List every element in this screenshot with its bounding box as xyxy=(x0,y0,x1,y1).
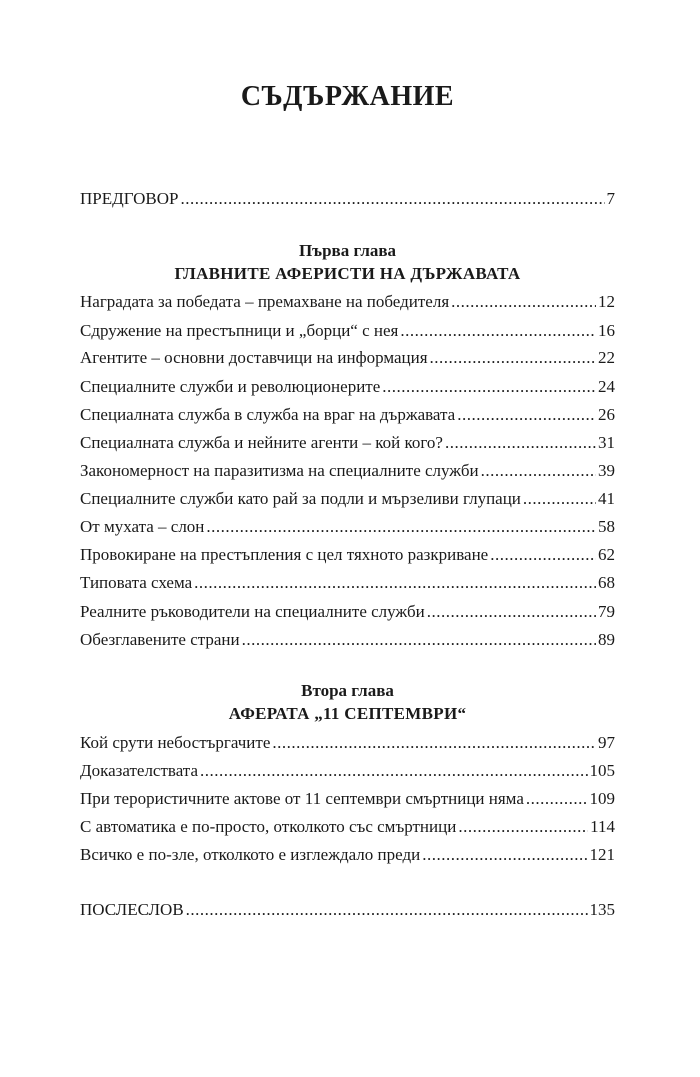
toc-entry[interactable] xyxy=(80,544,615,566)
toc-entry[interactable] xyxy=(80,788,615,810)
toc-page-number: 26 xyxy=(598,405,615,424)
toc-entry-label: Обезглавените страни xyxy=(80,630,240,649)
toc-entry[interactable] xyxy=(80,432,615,454)
toc-entry-label: Агентите – основни доставчици на информация xyxy=(80,348,428,367)
toc-entry-afterword[interactable] xyxy=(80,899,615,921)
toc-page-number: 114 xyxy=(590,817,615,836)
toc-entry-label: Реалните ръководители на специалните служби xyxy=(80,602,425,621)
toc-entry-label: Кой срути небостъргачите xyxy=(80,733,271,752)
toc-entry-label: Специалната служба в служба на враг на държавата xyxy=(80,405,456,424)
toc-page-number: 97 xyxy=(598,733,615,752)
toc-entry[interactable] xyxy=(80,460,615,482)
toc-page-number: 58 xyxy=(598,517,615,536)
toc-entry[interactable] xyxy=(80,760,615,782)
dot-leader xyxy=(445,432,596,454)
toc-entry[interactable] xyxy=(80,291,615,313)
toc-entry[interactable] xyxy=(80,844,615,866)
toc-entry[interactable] xyxy=(80,629,615,651)
toc-entry-label: ПРЕДГОВОР xyxy=(80,189,179,208)
toc-page-number: 31 xyxy=(598,433,615,452)
toc-entry-label: Доказателствата xyxy=(80,761,198,780)
chapter-1-kicker: Първа глава xyxy=(298,241,397,260)
toc-entry-label: Наградата за победата – премахване на победителя xyxy=(80,292,450,311)
toc-page-number: 68 xyxy=(598,573,615,592)
toc-entry-label: При терористичните актове от 11 септември смъртници няма xyxy=(80,789,524,808)
toc-entry[interactable] xyxy=(80,601,615,623)
dot-leader xyxy=(242,629,596,651)
toc-entry-label: Провокиране на престъпления с цел тяхното разкриване xyxy=(80,545,489,564)
dot-leader xyxy=(400,320,596,342)
toc-entry-label: Специалните служби и революционерите xyxy=(80,377,381,396)
dot-leader xyxy=(422,844,587,866)
toc-entry-label: Типовата схема xyxy=(80,573,193,592)
toc-page-number: 16 xyxy=(598,321,615,340)
toc-entry-label: Всичко е по-зле, отколкото е изглеждало преди xyxy=(80,845,421,864)
dot-leader xyxy=(490,544,596,566)
dot-leader xyxy=(200,760,588,782)
toc-entry-preface[interactable] xyxy=(80,188,615,210)
toc-page-number: 22 xyxy=(598,348,615,367)
table-of-contents-page xyxy=(80,0,615,1077)
dot-leader xyxy=(194,572,596,594)
toc-entry[interactable] xyxy=(80,320,615,342)
dot-leader xyxy=(427,601,596,623)
toc-page-number: 41 xyxy=(598,489,615,508)
toc-entry-label: Закономерност на паразитизма на специалните служби xyxy=(80,461,479,480)
toc-page-number: 79 xyxy=(598,602,615,621)
toc-entry-label: От мухата – слон xyxy=(80,517,205,536)
dot-leader xyxy=(382,376,596,398)
toc-entry[interactable] xyxy=(80,347,615,369)
toc-page-number: 24 xyxy=(598,377,615,396)
toc-page-number: 121 xyxy=(589,845,615,864)
page-title: СЪДЪРЖАНИЕ xyxy=(240,81,455,112)
dot-leader xyxy=(451,291,596,313)
toc-entry[interactable] xyxy=(80,816,615,838)
toc-entry[interactable] xyxy=(80,516,615,538)
dot-leader xyxy=(523,488,596,510)
dot-leader xyxy=(180,188,604,210)
dot-leader xyxy=(430,347,596,369)
toc-entry-label: Сдружение на престъпници и „борци“ с нея xyxy=(80,321,399,340)
chapter-2-kicker: Втора глава xyxy=(301,681,394,700)
toc-page-number: 7 xyxy=(606,189,615,208)
chapter-1-heading: ГЛАВНИТЕ АФЕРИСТИ НА ДЪРЖАВАТА xyxy=(174,264,521,283)
toc-page-number: 105 xyxy=(589,761,615,780)
dot-leader xyxy=(458,816,588,838)
toc-entry[interactable] xyxy=(80,732,615,754)
dot-leader xyxy=(526,788,588,810)
toc-page-number: 135 xyxy=(589,900,615,919)
toc-page-number: 89 xyxy=(598,630,615,649)
toc-entry[interactable] xyxy=(80,404,615,426)
dot-leader xyxy=(272,732,596,754)
toc-page-number: 62 xyxy=(598,545,615,564)
toc-entry-label: ПОСЛЕСЛОВ xyxy=(80,900,184,919)
toc-entry[interactable] xyxy=(80,376,615,398)
toc-page-number: 109 xyxy=(589,789,615,808)
dot-leader xyxy=(186,899,588,921)
chapter-2-heading: АФЕРАТА „11 СЕПТЕМВРИ“ xyxy=(228,704,467,723)
dot-leader xyxy=(457,404,596,426)
toc-entry-label: Специалните служби като рай за подли и мързеливи глупаци xyxy=(80,489,521,508)
dot-leader xyxy=(481,460,596,482)
toc-entry-label: С автоматика е по-просто, отколкото със смъртници xyxy=(80,817,457,836)
toc-page-number: 39 xyxy=(598,461,615,480)
toc-entry[interactable] xyxy=(80,488,615,510)
toc-page-number: 12 xyxy=(598,292,615,311)
toc-entry-label: Специалната служба и нейните агенти – кой кого? xyxy=(80,433,443,452)
dot-leader xyxy=(206,516,596,538)
toc-entry[interactable] xyxy=(80,572,615,594)
